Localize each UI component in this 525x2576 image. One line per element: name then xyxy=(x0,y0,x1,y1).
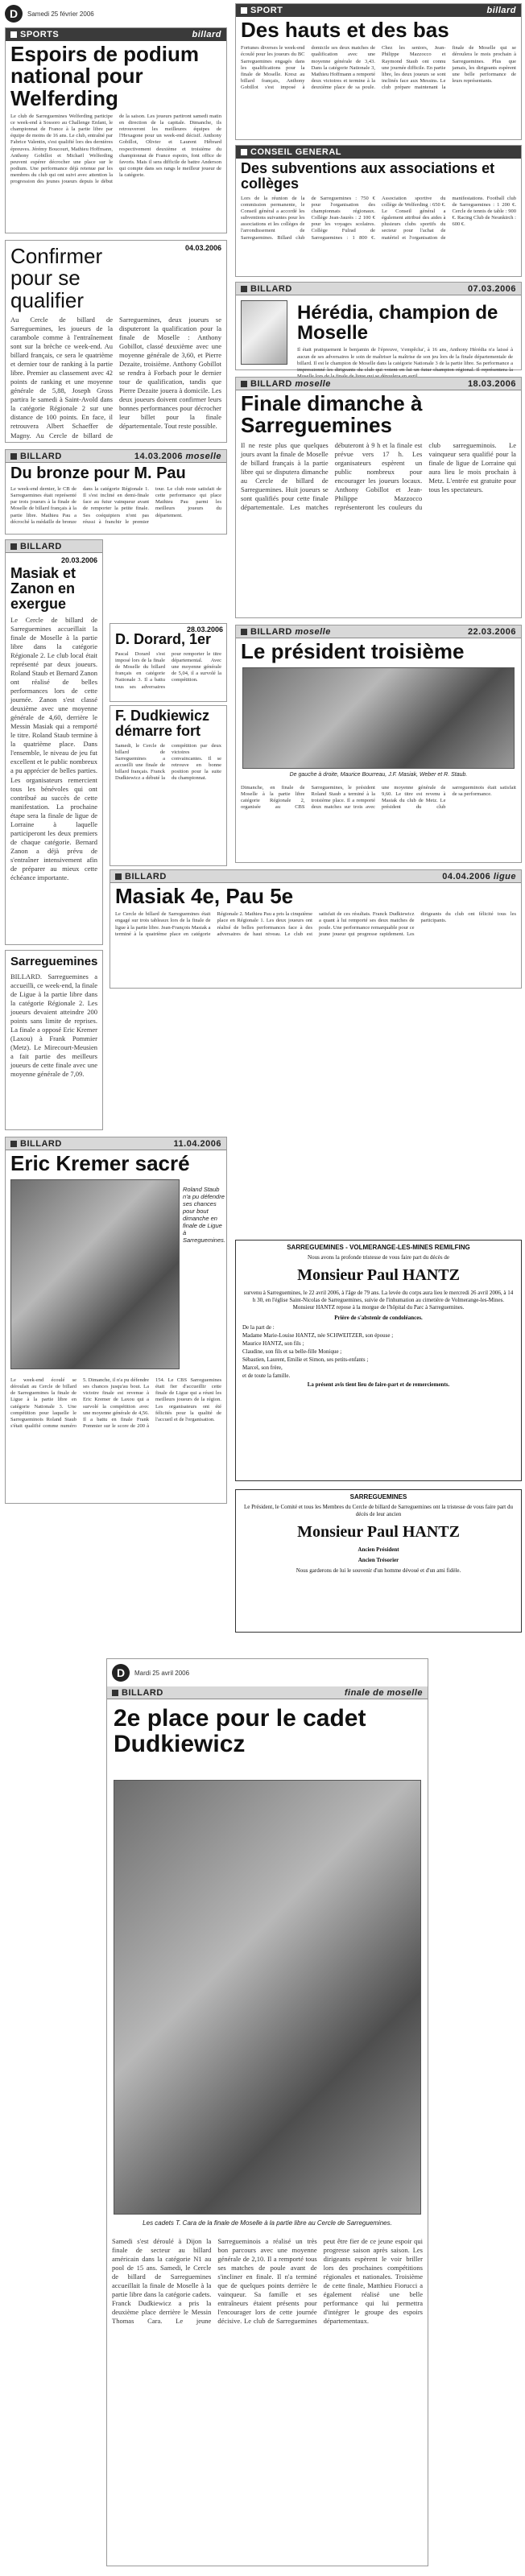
family-line: Sébastien, Laurent, Emilie et Simon, ses petits-enfants ; xyxy=(242,1356,369,1364)
section-tag: moselle xyxy=(295,626,331,637)
article-date: 11.04.2006 xyxy=(173,1138,221,1149)
section-bar xyxy=(236,4,521,17)
section-label: SPORT xyxy=(250,6,283,15)
section-bar xyxy=(6,1137,226,1150)
section-bar xyxy=(236,378,521,390)
section-tag: billard xyxy=(486,6,516,15)
section-bar xyxy=(6,28,226,41)
article-date: 04.03.2006 xyxy=(184,244,221,252)
body-text: Dimanche, en finale de Moselle à la partie libre catégorie Régionale 2, organisée au CBS Sarreguemines, le président Roland Staub a terminé à la troisième place. Il a remporté deux matches sur trois avec une moyenne générale de 9,60. Le titre est revenu à Masiak du club de Metz. Le président du club sarregueminois était satisfait de sa performance. xyxy=(241,785,516,811)
article-dorard xyxy=(110,623,227,702)
family-line: Maurice HANTZ, son fils ; xyxy=(242,1340,304,1348)
section-bar xyxy=(236,146,521,159)
obituary-notice-family xyxy=(235,1240,522,1481)
article-hauts-et-bas xyxy=(235,3,522,140)
section-label: BILLARD xyxy=(20,1138,62,1149)
photo-caption: Les cadets T. Cara de la finale de Moselle à la partie libre au Cercle de Sarreguemines. xyxy=(143,2219,392,2227)
body-text: Fortunes diverses le week-end écoulé pour les joueurs du BC Sarreguemines engagés dans les qualifications pour la finale de Moselle. Kresz au billard français, Anthony Gobillot s'est imposé à domicile ses deux matches de qualification avec une moyenne générale de 3,43. Dans la catégorie Nationale 3, Mathieu Hoffmann a remporté deux victoires et termine à la deuxième place de sa poule. Chez les seniors, Jean-Philippe Mazzocco et Raymond Staub ont connu une journée difficile. En partie libre, les deux joueurs se sont inclinés face aux Messins. Le club prépare maintenant la finale de Moselle qui se déroulera le mois prochain à Sarreguemines. Plus que jamais, les dirigeants espèrent une belle performance de leurs représentants. xyxy=(241,45,516,91)
body-text: BILLARD. Sarreguemines a accueilli, ce week-end, la finale de Ligue à la partie libre dans la catégorie Régionale 2. Les joueurs devaient atteindre 200 points sans limite de reprises. La finale a opposé Eric Kremer (Laxou) à Frank Pommier (Metz). Le Mirecourt-Meusien a fait partie des meilleurs joueurs de cette finale avec une moyenne générale de 7,09. xyxy=(10,972,97,1079)
notice-line: Prière de s'abstenir de condoléances. xyxy=(334,1315,423,1322)
body-text: Le Cercle de billard de Sarreguemines accueillait la finale de Moselle à la partie libre dans la catégorie Régionale 2. Le club local était représenté par deux joueurs. Roland Staub et Bernard Zanon ont réalisé de belles performances lors de cette journée. Zanon s'est classé deuxième avec une moyenne générale de 4,60, derrière le Messin Masiak qui a remporté le titre. Roland Staub termine à la quatrième place. Dans l'ensemble, le niveau de jeu fut excellent et le public nombreux a pu apprécier de belles parties. Les organisateurs remercient tous les bénévoles qui ont contribué au succès de cette manifestation. La prochaine étape sera la finale de ligue de Lorraine à laquelle participeront les deux premiers de chaque catégorie. Bernard Zanon a déjà prévu de s'entraîner intensivement afin de préparer au mieux cette échéance importante. xyxy=(10,615,97,882)
family-line: Marcel, son frère, xyxy=(242,1364,283,1372)
headline: Sarreguemines xyxy=(10,955,98,968)
article-date: 07.03.2006 xyxy=(467,283,516,294)
headline: Hérédia, champion de Moselle xyxy=(297,302,498,345)
body-text: Lors de la réunion de la commission permanente, le Conseil général a accordé les subventions suivantes pour les associations et les collèges de l'arrondissement de Sarreguemines. Billard club de Sarreguemines : 750 € pour l'organisation des championnats régionaux. Collège Jean-Jaurès : 2 100 € pour les voyages scolaires. Collège Fulrad de Sarreguemines : 1 800 €. Association sportive du collège de Welferding : 650 €. Le Conseil général a également attribué des aides à plusieurs clubs sportifs du secteur pour l'achat de matériel et l'organisation de manifestations. Football club de Sarreguemines : 1 200 €. Cercle de tennis de table : 900 €. Racing Club de Neunkirch : 600 €. xyxy=(241,195,516,241)
article-masiak-zanon xyxy=(5,539,103,945)
body-text: Pascal Dorard s'est imposé lors de la finale de Moselle du billard français en catégorie Nationale 3. Il a battu tous ses adversaires pour remporter le titre départemental. Avec une moyenne générale de 5,04, il a survolé la compétition. xyxy=(115,650,221,690)
section-label: SPORTS xyxy=(20,30,60,39)
article-date: 20.03.2006 xyxy=(60,556,97,564)
article-eric-kremer xyxy=(5,1137,227,1504)
portrait-photo xyxy=(241,300,287,365)
section-label: BILLARD xyxy=(20,541,62,551)
article-finale-dimanche xyxy=(235,377,522,618)
body-text: Le Cercle de billard de Sarreguemines était engagé sur trois tableaux lors de la finale de ligue à la partie libre. Jean-François Masiak a terminé à la quatrième place en catégorie Régionale 2. Mathieu Pau a pris la cinquième place en Régionale 1. Les deux joueurs ont réalisé de belles performances face à des adversaires de haut niveau. Le club est satisfait de ces résultats. Franck Dudkiewicz a quant à lui remporté ses deux matches de poule. Une performance remarquable pour ce jeune joueur qui progresse rapidement. Les dirigeants du club ont félicité tous les participants. xyxy=(115,911,516,937)
body-text: Samedi, le Cercle de billard de Sarreguemines a accueilli une finale de billard français. Franck Dudkiewicz a débuté la compétition par deux victoires convaincantes. Il se retrouve en bonne position pour la suite du championnat. xyxy=(115,742,221,782)
deceased-name: Monsieur Paul HANTZ xyxy=(297,1266,460,1285)
deceased-name: Monsieur Paul HANTZ xyxy=(297,1523,460,1542)
section-label: BILLARD xyxy=(20,451,62,461)
photo-caption: De gauche à droite, Maurice Bourreau, J.F. Masiak, Weber et R. Staub. xyxy=(289,772,468,778)
section-label: BILLARD xyxy=(122,1687,163,1698)
headline: Du bronze pour M. Pau xyxy=(10,464,186,482)
article-dudkiewicz-demarre xyxy=(110,705,227,866)
article-heredia xyxy=(235,282,522,373)
article-date: 14.03.2006 xyxy=(134,451,183,461)
section-tag: ligue xyxy=(493,871,516,881)
article-masiak-4e xyxy=(110,869,522,989)
obituary-notice-club xyxy=(235,1489,522,1633)
section-label: BILLARD xyxy=(125,871,167,881)
article-sarreguemines-brief xyxy=(5,950,103,1130)
article-confirmer xyxy=(5,240,227,443)
article-espoirs-podium xyxy=(5,27,227,233)
section-tag: moselle xyxy=(185,451,221,461)
headline: Espoirs de podium national pour Welferding xyxy=(10,42,200,110)
headline: Des subventions aux associations et collèges xyxy=(241,160,495,192)
family-line: De la part de : xyxy=(242,1324,275,1331)
section-label: BILLARD xyxy=(250,283,292,294)
headline: 2e place pour le cadet Dudkiewicz xyxy=(114,1705,366,1757)
notice-intro: Nous avons la profonde tristesse de vous faire part du décès de xyxy=(308,1254,449,1261)
section-bar xyxy=(236,283,521,295)
newspaper-logo: D xyxy=(5,5,23,23)
headline: Eric Kremer sacré xyxy=(10,1151,190,1175)
section-bar xyxy=(6,540,102,553)
section-tag: billard xyxy=(192,30,221,39)
family-line: Madame Marie-Louise HANTZ, née SCHWEITZER, son épouse ; xyxy=(242,1332,394,1340)
role-line: Ancien Trésorier xyxy=(358,1557,399,1564)
body-text: Il était pratiquement le benjamin de l'épreuve, 's'empêcha', à 16 ans, Anthony Hérédia n'a laissé à aucun de ses adversaires le soin de maîtriser la maîtrise de son jeu lors de la finale départementale de billard. Il est le champion de Moselle dans la catégorie Nationale 3 de la partie libre. Sa performance a impressionné les dirigeants du club qui voient en lui un futur champion régional. Il représentera la xyxy=(297,347,513,373)
body-text: Le club de Sarreguemines Welferding participe ce week-end à Sossoro au Challenge Enfant, le championnat de France à la partie libre par équipe de moins de 16 ans. Le club, entraîné par Fabrice Valentin, s'est qualifié lors des dernières épreuves. Jérémy Boucourt, Mathieu Hoffmann, Anthony Gobillot et Michaël Welferding peuvent espérer décrocher une place sur le podium. Une performance déjà retenue par les membres du club qui ont suivi avec attention la progression des jeunes joueurs depuis le début de la saison. Les joueurs partiront samedi matin en direction de la capitale. Dimanche, ils retrouveront les meilleures équipes de l'Hexagone pour un week-end décisif. Anthony Gobillot, Olivier et Laurent Hébrard respectivement deuxième et troisième du championnat de France espoirs, font office de favoris. Mais il sera difficile de battre Anderson qui compte dans ses rangs le meilleur joueur de la catégorie. xyxy=(10,113,221,185)
body-text: Le week-end écoulé se déroulait au Cercle de billard de Sarreguemines la finale de Ligue à la partie libre en catégorie Nationale 3. Une compétition pour laquelle le Sarregueminois Roland Staub s'était qualifié comme numéro 5. Dimanche, il n'a pu défendre ses chances jusqu'au bout. La victoire finale est revenue à Eric Kremer de Laxou qui a survolé la compétition avec une moyenne générale de 4,56. Il a battu en finale Frank Pommier sur le score de 200 à 154. Le CBS Sarreguemines était fier d'accueillir cette finale de Ligue qui a réuni les meilleurs joueurs de la région. Les organisateurs ont été félicités pour la qualité de l'accueil et de l'organisation. xyxy=(10,1377,221,1429)
family-line: et de toute la famille. xyxy=(242,1373,291,1380)
article-president-troisieme xyxy=(235,625,522,863)
role-line: Ancien Président xyxy=(358,1546,399,1554)
headline: Confirmer pour se qualifier xyxy=(10,244,103,312)
article-2e-place-dudkiewicz xyxy=(106,1658,428,2566)
headline: Finale dimanche à Sarreguemines xyxy=(241,391,423,438)
body-text: Samedi s'est déroulé à Dijon la finale de secteur au billard américain dans la catégorie N1 au pool de 15 ans. Samedi, le Cercle de billard de Sarreguemines accueillait la finale de Moselle à la partie libre dans la catégorie cadets. Franck Dudkiewicz a pris la deuxième place derrière le Messin Thomas Cara. Le jeune Sarregueminois a réalisé un très bon parcours avec une moyenne générale de 2,10. Il a remporté tous ses matches de poule avant de s'incliner en finale. Il n'a terminé que de quelques points derrière le vainqueur. Sa famille et ses entraîneurs étaient présents pour l'encourager lors de cette journée décisive. Le club de Sarreguemines peut être fier de ce jeune espoir qui progresse saison après saison. Les dirigeants espèrent le voir briller lors des prochaines compétitions régionales et nationales. Troisième de cette finale, Matthieu Fiorucci a également réalisé une belle performance qui lui permettra d'intégrer le groupe des espoirs départementaux. xyxy=(112,2237,423,2326)
article-du-bronze xyxy=(5,449,227,535)
article-date: 18.03.2006 xyxy=(467,378,516,389)
newspaper-logo: D xyxy=(112,1664,130,1682)
notice-intro: Le Président, le Comité et tous les Membres du Cercle de billard de Sarreguemines ont la tristesse de vous faire part du décès de leur ancien xyxy=(244,1504,513,1518)
headline: Masiak 4e, Pau 5e xyxy=(115,884,294,908)
group-photo xyxy=(242,667,515,769)
section-label: BILLARD xyxy=(250,626,292,637)
section-label: BILLARD xyxy=(250,378,292,389)
issue-date: Mardi 25 avril 2006 xyxy=(134,1669,190,1677)
notice-head: SARREGUEMINES xyxy=(349,1493,407,1501)
final-masthead xyxy=(107,1659,428,1686)
notice-closing: La présent avis tient lieu de faire-part et de remerciements. xyxy=(307,1381,450,1389)
headline: Masiak et Zanon en exergue xyxy=(10,565,76,612)
family-line: Claudine, son fils et sa belle-fille Monique ; xyxy=(242,1348,342,1356)
section-bar xyxy=(236,625,521,638)
article-date: 22.03.2006 xyxy=(467,626,516,637)
player-photo xyxy=(10,1179,180,1369)
body-text: Au Cercle de billard de Sarreguemines, les joueurs de la carambole comme à l'entraînement sont sur la brèche ce week-end. Au billard français, ce sera le quatrième et dernier tour de ranking à la partie libre. Premier au classement avec 42 points de ranking et une moyenne générale de 5,88, Joseph Gross partira le samedi à Saint-Avold dans la catégorie Régionale 2 sur une distance de 100 points. En face, il retrouvera Albert Schaeffer de Magny. Au Cercle de billard de Sarreguemines, deux joueurs se disputeront la qualification pour la finale de Moselle : Anthony Gobillot, classé deuxième avec une moyenne générale de 3,60, et Pierre Dezaite, troisième. Anthony Gobillot se rendra à Forbach pour le dernier tour de qualification, tandis que Pierre Dezaite jouera à domicile. Les deux joueurs doivent confirmer leurs bonnes performances pour décrocher leur billet pour la finale départementale. Tout reste possible. xyxy=(10,315,221,440)
notice-text: survenu à Sarreguemines, le 22 avril 2006, à l'âge de 79 ans. La levée du corps aura lieu le mercredi 26 avril 2006, à 14 h 30, en l'église Saint-Nicolas de Sarreguemines, suivie de l'inhumation au cimetière de Volmerange-les-Mines. Monsieur HANTZ repose à la morgue de l'hôpital du Parc à Sarreguemines. xyxy=(243,1290,514,1311)
section-tag: moselle xyxy=(295,378,331,389)
section-label: CONSEIL GENERAL xyxy=(250,147,342,157)
article-subventions xyxy=(235,145,522,277)
headline: D. Dorard, 1er xyxy=(115,631,212,647)
section-bar xyxy=(6,450,226,463)
section-tag: finale de moselle xyxy=(344,1687,423,1698)
masthead xyxy=(5,5,94,23)
body-text: Le week-end dernier, le CB de Sarreguemines était représenté par trois joueurs à la finale de Moselle de billard français à la partie libre. Mathieu Pau a décroché la médaille de bronze dans la catégorie Régionale 1. Il s'est incliné en demi-finale face au futur vainqueur avant de remporter la petite finale. Ses coéquipiers n'ont pas réussi à franchir le premier tour. Le club reste satisfait de cette performance qui place Mathieu Pau parmi les meilleurs joueurs du département. xyxy=(10,486,221,525)
headline: Des hauts et des bas xyxy=(241,18,449,42)
article-date: 28.03.2006 xyxy=(186,625,223,634)
article-date: 04.04.2006 xyxy=(442,871,491,881)
section-bar xyxy=(107,1686,428,1699)
issue-date: Samedi 25 février 2006 xyxy=(27,10,94,18)
section-bar xyxy=(110,870,521,883)
headline: F. Dudkiewicz démarre fort xyxy=(115,708,210,739)
headline: Le président troisième xyxy=(241,639,465,663)
body-text: Il ne reste plus que quelques jours avant la finale de Moselle de billard français à la partie libre qui se disputera dimanche au Cercle de billard de Sarreguemines. Huit joueurs se sont qualifiés pour cette finale départementale. Les matches débuteront à 9 h et la finale est prévue vers 17 h. Les organisateurs espèrent un public nombreux pour encourager les joueurs locaux. Anthony Gobillot et Jean-Philippe Mazzocco représenteront les couleurs du club sarregueminois. Le vainqueur sera qualifié pour la finale de ligue de Lorraine qui aura lieu le mois prochain à Metz. L'entrée est gratuite pour tous les spectateurs. xyxy=(241,440,516,511)
photo-caption: Roland Staub n'a pu défendre ses chances pour bout dimanche en finale de Ligue à Sarreguemines. xyxy=(183,1186,225,1244)
notice-head: SARREGUEMINES - VOLMERANGE-LES-MINES REMILFING xyxy=(287,1244,470,1251)
team-photo xyxy=(114,1780,421,2215)
notice-text: Nous garderons de lui le souvenir d'un homme dévoué et d'un ami fidèle. xyxy=(296,1567,461,1575)
